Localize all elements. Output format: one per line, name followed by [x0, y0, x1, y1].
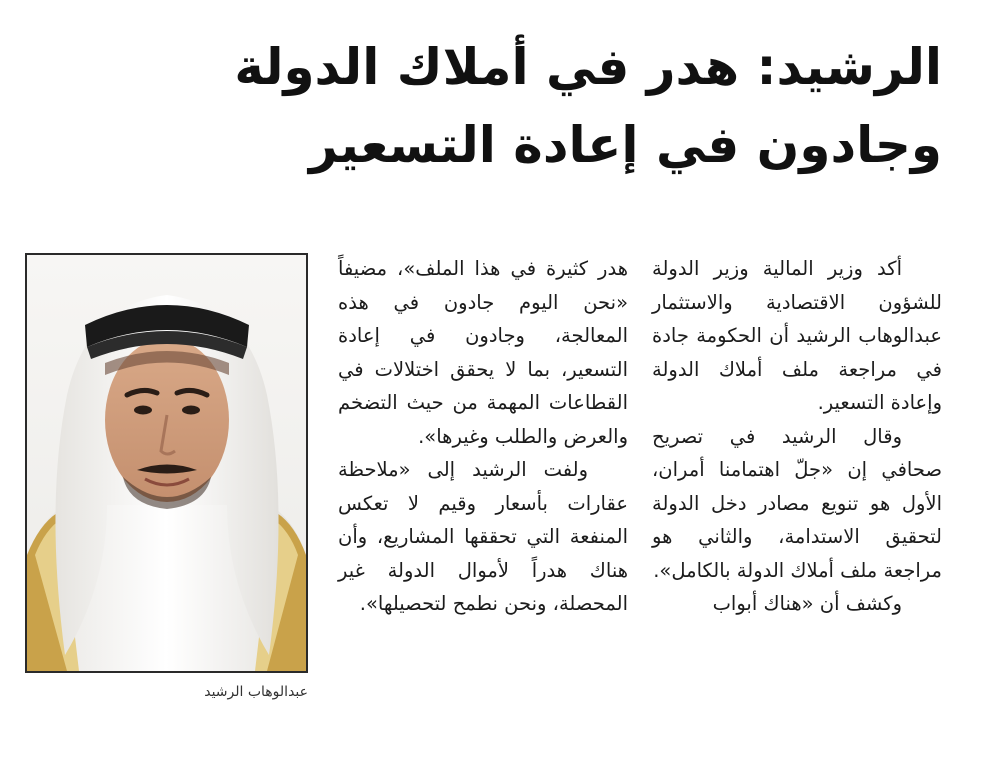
headline-line-1: الرشيد: هدر في أملاك الدولة — [234, 38, 942, 96]
article-headline — [234, 28, 942, 184]
paragraph: وكشف أن «هناك أبواب — [712, 592, 902, 615]
paragraph: وقال الرشيد في تصريح صحافي إن «جلّ اهتمامنا أمران، الأول هو تنويع مصادر دخل الدولة لتحقيق الاستدامة، والثاني هو مراجعة ملف أملاك الدولة بالكامل». — [652, 424, 942, 582]
article-column-right — [652, 252, 942, 621]
paragraph: أكد وزير المالية وزير الدولة للشؤون الاقتصادية والاستثمار عبدالوهاب الرشيد أن الحكومة جادة في مراجعة ملف أملاك الدولة وإعادة التسعير. — [652, 257, 942, 414]
article-column-middle — [338, 252, 628, 621]
headline-line-2: وجادون في إعادة التسعير — [308, 116, 942, 174]
paragraph: ولفت الرشيد إلى «ملاحظة عقارات بأسعار وقيم لا تعكس المنفعة التي تحققها المشاريع، وأن هناك هدراً لأموال الدولة غير المحصلة، ونحن نطمح لتحصيلها». — [338, 458, 628, 615]
photo-caption: عبدالوهاب الرشيد — [204, 684, 308, 700]
portrait-illustration — [27, 255, 306, 671]
portrait-photo — [25, 253, 308, 673]
paragraph: هدر كثيرة في هذا الملف»، مضيفاً «نحن اليوم جادون في هذه المعالجة، وجادون في إعادة التسعير، بما لا يحقق اختلالات في القطاعات المهمة من حيث التضخم والعرض والطلب وغيرها». — [338, 257, 628, 448]
